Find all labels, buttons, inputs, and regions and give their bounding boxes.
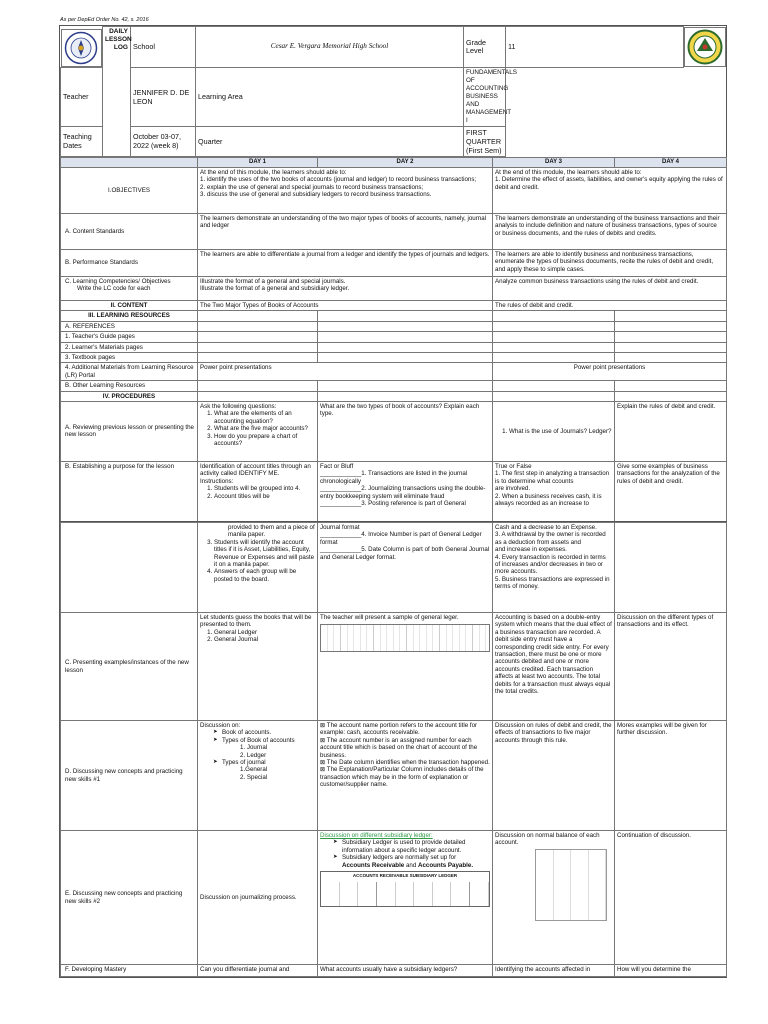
discussing-2-day1: Discussion on journalizing process. — [198, 831, 318, 965]
objectives-day34: At the end of this module, the learners should able to: 1. Determine the effect of assets, liabilities, and owner's equity applying the rules of debit and credit. — [493, 167, 727, 213]
materials-day34: Power point presentations — [493, 363, 727, 381]
procedures-label: IV. PROCEDURES — [61, 391, 198, 401]
cell — [198, 342, 318, 352]
day-header-4: DAY 4 — [615, 157, 727, 167]
presenting-day1: Let students guess the books that will be presented to them. 1. General Ledger 2. General Journal — [198, 613, 318, 721]
purpose-day2-continued: Journal format ____________4. Invoice Number is part of General Ledger format ____________5. Date Column is part of both General Journal and General Ledger format. — [318, 523, 493, 613]
competencies-day12: Illustrate the format of a general and special journals. Illustrate the format of a general and subsidiary ledger. — [198, 276, 493, 300]
presenting-day2: The teacher will present a sample of general leger. — [318, 613, 493, 721]
grade-value: 11 — [506, 27, 684, 68]
developing-mastery-label: F. Developing Mastery — [61, 965, 198, 977]
performance-standards-day12: The learners are able to differentiate a journal from a ledger and identify the types of journals and ledgers. — [198, 249, 493, 276]
lm-pages-label: 2. Learner's Materials pages — [61, 342, 198, 352]
teaching-dates-label: Teaching Dates — [61, 126, 103, 156]
dll-label: DAILY LESSON LOG — [103, 27, 131, 157]
discussing-1-day1: Discussion on: ➤ Book of accounts. ➤ Types of Book of accounts 1. Journal 2. Ledger ➤ Types of journal 1.General 2. Special — [198, 721, 318, 831]
discussing-1-day3: Discussion on rules of debit and credit, the effects of transactions to five major accounts through this rule. — [493, 721, 615, 831]
day-header-blank — [61, 157, 198, 167]
cell — [615, 332, 727, 342]
purpose-label: B. Establishing a purpose for the lesson — [61, 461, 198, 527]
cell — [615, 321, 727, 331]
presenting-examples-label: C. Presenting examples/instances of the new lesson — [61, 613, 198, 721]
cell — [493, 321, 615, 331]
school-name: Cesar E. Vergara Memorial High School — [196, 27, 464, 68]
cell — [198, 391, 318, 401]
day-header-3: DAY 3 — [493, 157, 615, 167]
purpose-day3-continued: Cash and a decrease to an Expense. 3. A withdrawal by the owner is recorded as a deduction from assets and and increase in expenses. 4. Every transaction is recorded in terms of increases and/or decreases in two or more accounts. 5. Business transactions are expressed in terms of money. — [493, 523, 615, 613]
content-day12: The Two Major Types of Books of Accounts — [198, 300, 493, 310]
mastery-day4: How will you determine the — [615, 965, 727, 977]
reviewing-day2: What are the two types of book of accounts? Explain each type. — [318, 401, 493, 461]
cell — [318, 381, 493, 391]
cell — [318, 352, 493, 362]
mastery-day3: Identifying the accounts affected in — [493, 965, 615, 977]
cell — [198, 321, 318, 331]
cell — [493, 352, 615, 362]
quarter-value: FIRST QUARTER (First Sem) — [464, 126, 506, 156]
performance-standards-day34: The learners are able to identify business and nonbusiness transactions, enumerate the types of business documents, recite the rules of debit and credit, and apply these to simple cases. — [493, 249, 727, 276]
discussing-2-day4: Continuation of discussion. — [615, 831, 727, 965]
purpose-day4: Give some examples of business transactions for the analyzation of the rules of debit and credit. — [615, 461, 727, 527]
cell — [318, 391, 493, 401]
deped-seal-icon — [64, 31, 98, 65]
performance-standards-label: B. Performance Standards — [61, 249, 198, 276]
cell — [493, 332, 615, 342]
cell — [493, 391, 615, 401]
purpose-day1: Identification of account titles through an activity called IDENTIFY ME. Instructions: 1. Students will be grouped into 4. 2. Account titles will be — [198, 461, 318, 527]
content-standards-day34: The learners demonstrate an understanding of the business transactions and their analysis to include definition and nature of business transactions, types of source or business documents, and the rules of debits and credits. — [493, 213, 727, 249]
cell — [615, 352, 727, 362]
lesson-table — [60, 157, 727, 528]
cell — [198, 381, 318, 391]
purpose-day2: Fact or Bluff ____________1. Transactions are listed in the journal chronologically ____________2. Journalizing transactions using the double-entry bookkeeping system will eliminate fraud ____________3. Posting reference is part of General — [318, 461, 493, 527]
cell — [493, 342, 615, 352]
materials-day12: Power point presentations — [198, 363, 493, 381]
competencies-day34: Analyze common business transactions using the rules of debit and credit. — [493, 276, 727, 300]
learning-area-value: FUNDAMENTALS OF ACCOUNTING BUSINESS AND MANAGEMENT I — [464, 67, 506, 126]
cell — [318, 332, 493, 342]
content-standards-label: A. Content Standards — [61, 213, 198, 249]
reviewing-day3: 1. What is the use of Journals? Ledger? — [493, 401, 615, 461]
teacher-name: JENNIFER D. DE LEON — [131, 67, 196, 126]
objectives-label: I.OBJECTIVES — [61, 167, 198, 213]
presenting-day4: Discussion on the different types of transactions and its effect. — [615, 613, 727, 721]
competencies-label: C. Learning Competencies/ Objectives Write the LC code for each — [61, 276, 198, 300]
purpose-day1-continued: provided to them and a piece of manila paper. 3. Students will identify the account titles if it is Asset, Liabilities, Equity, Revenue or Expenses and will paste it on a manila paper. 4. Answers of each group will be posted to the board. — [198, 523, 318, 613]
day-header-1: DAY 1 — [198, 157, 318, 167]
teaching-dates-value: October 03-07, 2022 (week 8) — [131, 126, 196, 156]
cell — [615, 381, 727, 391]
purpose-day3: True or False 1. The first step in analyzing a transaction is to determine what ccounts are involved. 2. When a business receives cash, it is always recorded as an increase to — [493, 461, 615, 527]
cell — [615, 523, 727, 613]
reviewing-day1: Ask the following questions: 1. What are the elements of an accounting equation? 2. What are the five major accounts? 3. How do you prepare a chart of accounts? — [198, 401, 318, 461]
school-seal-icon — [687, 29, 723, 65]
teacher-label: Teacher — [61, 67, 103, 126]
mastery-day2: What accounts usually have a subsidiary ledgers? — [318, 965, 493, 977]
quarter-label: Quarter — [196, 126, 464, 156]
deped-seal — [61, 29, 103, 67]
cell — [493, 381, 615, 391]
reviewing-label: A. Reviewing previous lesson or presenting the new lesson — [61, 401, 198, 461]
lesson-table-continued — [60, 522, 727, 977]
cell — [198, 332, 318, 342]
page-one — [59, 25, 727, 529]
content-label: II. CONTENT — [61, 300, 198, 310]
discussing-1-day4: Mores examples will be given for further discussion. — [615, 721, 727, 831]
school-seal — [684, 27, 726, 67]
cell — [615, 311, 727, 321]
content-day34: The rules of debit and credit. — [493, 300, 727, 310]
order-note: As per DepEd Order No. 42, s. 2016 — [60, 17, 149, 23]
cell — [318, 321, 493, 331]
general-ledger-sample-image — [320, 624, 490, 652]
cell — [493, 311, 615, 321]
discussing-2-day2: Discussion on different subsidiary ledger: ➤ Subsidiary Ledger is used to provide detailed information about a specific ledger account. ➤ Subsidiary ledgers are normally set up for Accounts Receivable and Accounts Payable. ACCOUNTS RECEIVABLE SUBSIDIARY LEDGER — [318, 831, 493, 965]
header-table — [60, 26, 727, 157]
day-header-2: DAY 2 — [318, 157, 493, 167]
presenting-day3: Accounting is based on a double-entry system which means that the dual effect of a business transaction are recorded. A debit side entry must have a corresponding credit side entry. For every transaction, there must be one or more accounts debited and one or more accounts credited. Each transaction affects at least two accounts. The total debits for a transaction must always equal the total credits. — [493, 613, 615, 721]
cell — [318, 311, 493, 321]
discussing-1-day2: ⊠ The account name portion refers to the account title for example: cash, accounts receivable. ⊠ The account number is an assigned number for each account title which is based on the chart of account of the business. ⊠ The Date column identifies when the transaction happened. ⊠ The Explanation/Particular Column includes details of the transaction which may be in the form of explanation or customer/supplier name. — [318, 721, 493, 831]
lr-portal-label: 4. Additional Materials from Learning Resource (LR) Portal — [61, 363, 198, 381]
tg-pages-label: 1. Teacher's Guide pages — [61, 332, 198, 342]
other-resources-label: B. Other Learning Resources — [61, 381, 198, 391]
reviewing-day4: Explain the rules of debit and credit. — [615, 401, 727, 461]
textbook-pages-label: 3. Textbook pages — [61, 352, 198, 362]
discussing-2-label: E. Discussing new concepts and practicing new skills #2 — [61, 831, 198, 965]
mastery-day1: Can you differentiate journal and — [198, 965, 318, 977]
resources-label: III. LEARNING RESOURCES — [61, 311, 198, 321]
grade-label: Grade Level — [464, 27, 506, 68]
cell — [198, 352, 318, 362]
discussing-2-day3: Discussion on normal balance of each account. — [493, 831, 615, 965]
content-standards-day12: The learners demonstrate an understanding of the two major types of books of accounts, namely, journal and ledger — [198, 213, 493, 249]
normal-balance-table-image — [535, 849, 607, 921]
discussing-1-label: D. Discussing new concepts and practicing new skills #1 — [61, 721, 198, 831]
page-two — [59, 521, 727, 978]
cell — [318, 342, 493, 352]
references-label: A. REFERENCES — [61, 321, 198, 331]
cell — [615, 391, 727, 401]
cell — [61, 523, 198, 613]
subsidiary-ledger-image: ACCOUNTS RECEIVABLE SUBSIDIARY LEDGER — [320, 871, 490, 907]
objectives-day12: At the end of this module, the learners should able to: 1. identify the uses of the two books of accounts (journal and ledger) to record business transactions; 2. explain the use of general and special journals to record business transactions; 3. discuss the use of general and subsidiary ledgers to record business transactions. — [198, 167, 493, 213]
learning-area-label: Learning Area — [196, 67, 464, 126]
cell — [615, 342, 727, 352]
school-label: School — [131, 27, 196, 68]
cell — [198, 311, 318, 321]
